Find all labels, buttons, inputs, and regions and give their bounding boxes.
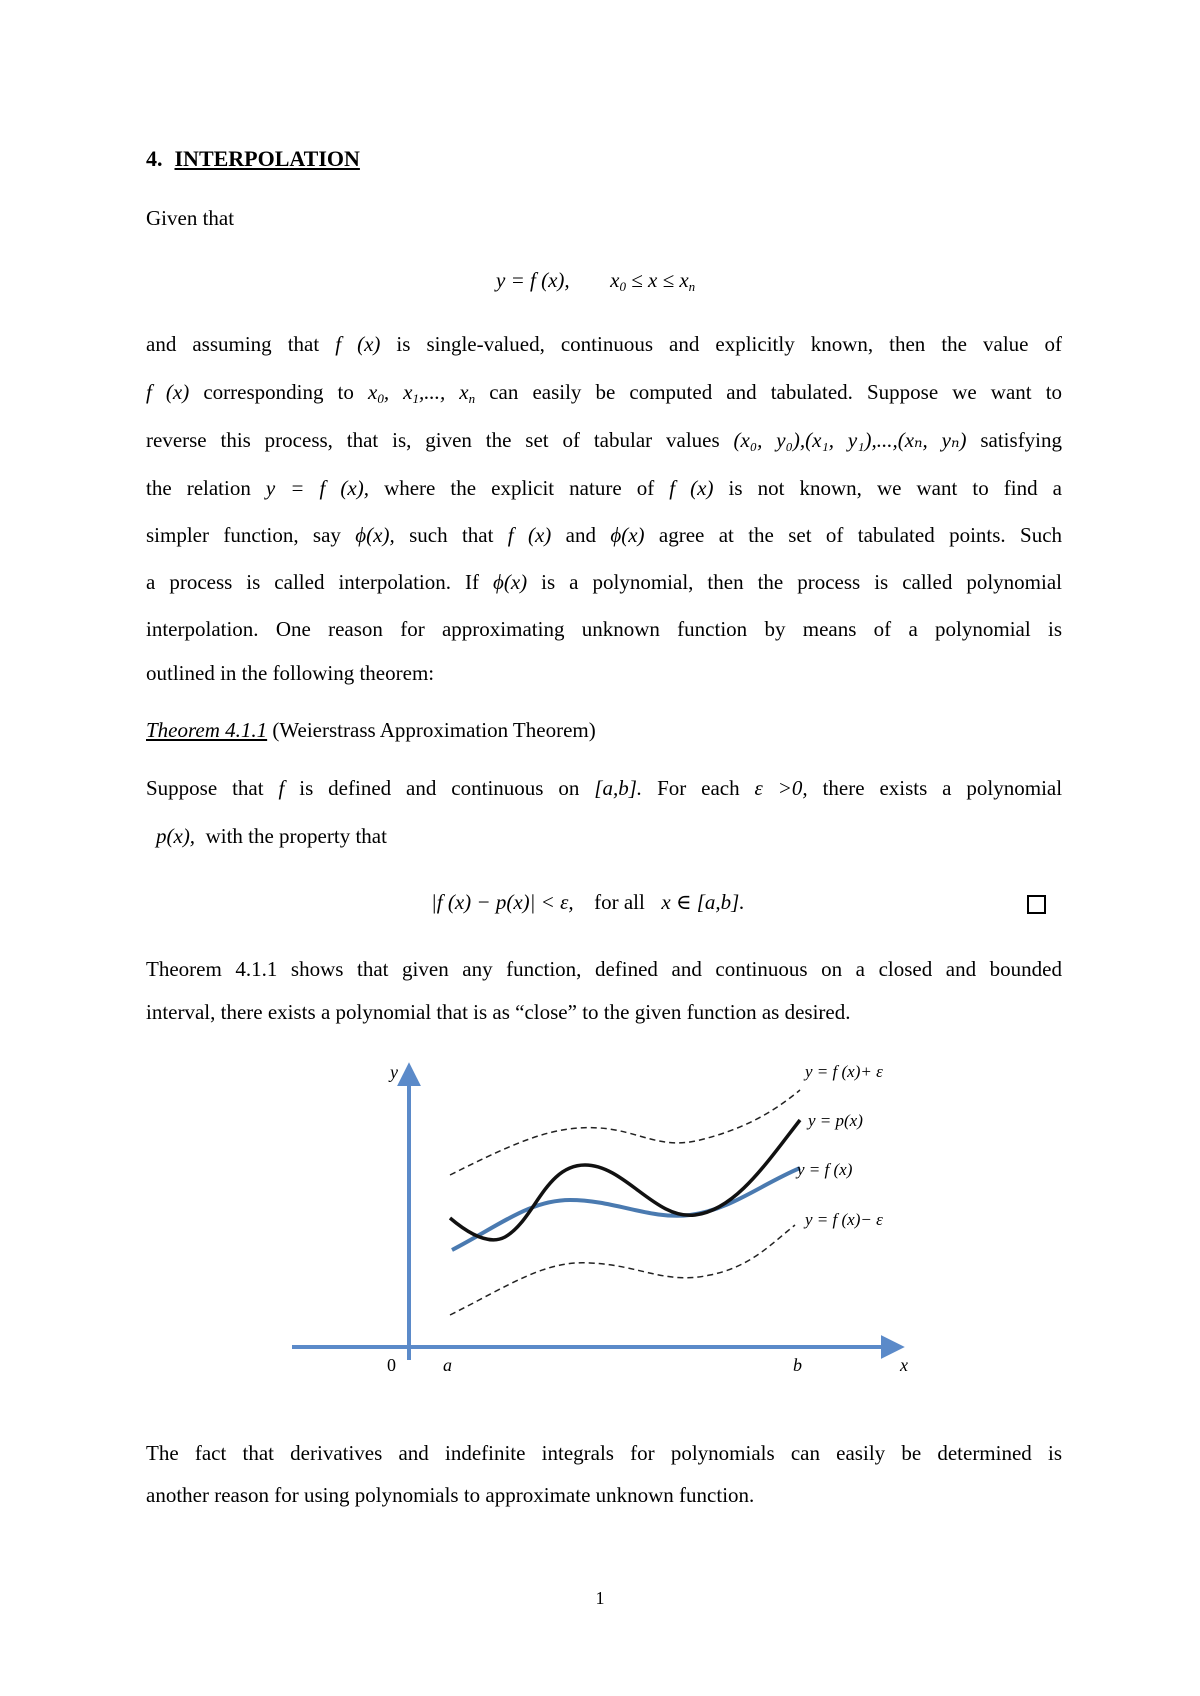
qed-square-icon	[1027, 895, 1046, 914]
text: is defined and continuous on	[299, 776, 580, 800]
page-number: 1	[595, 1588, 605, 1608]
text: agree at the set of tabulated points. Such	[658, 523, 1063, 547]
section-heading	[146, 146, 360, 172]
origin-label: 0	[387, 1355, 396, 1375]
para3-line1: The fact that derivatives and indefinite integrals for polynomials can easily be determined is	[146, 1441, 1062, 1465]
math-tabular-set: (x₀, y₀),(x₁, y₁),...,(xₙ, yₙ)	[733, 428, 967, 452]
math-fx: f (x)	[335, 332, 381, 356]
math-inequality: |f (x) − p(x)| < ε,	[431, 890, 574, 914]
text: there exists a polynomial	[822, 776, 1063, 800]
para1-line5	[146, 523, 1062, 548]
text: can easily be computed and tabulated. Suppose we want to	[489, 380, 1063, 404]
theorem-heading	[146, 718, 1062, 743]
math: x	[367, 380, 378, 404]
text: simpler function, say	[146, 523, 341, 547]
text: and assuming that	[146, 332, 320, 356]
eq1-sub0: 0	[619, 279, 626, 294]
sub: n	[468, 391, 476, 406]
text: with the property that	[205, 824, 387, 848]
text: a process is called interpolation. If	[146, 570, 479, 594]
upper-bound-curve	[450, 1090, 800, 1175]
section-title: INTERPOLATION	[174, 146, 360, 171]
text: reverse this process, that is, given the set of tabular values	[146, 428, 720, 452]
text: satisfying	[980, 428, 1063, 452]
text: Suppose that	[146, 776, 264, 800]
a-label: a	[443, 1355, 452, 1375]
text: for all	[594, 890, 645, 914]
math-f: f	[278, 776, 285, 800]
theorem-line2	[156, 824, 1072, 849]
math-epsilon: ε >0,	[754, 776, 808, 800]
text: the relation	[146, 476, 251, 500]
math-relation: y = f (x),	[265, 476, 369, 500]
para1-line6	[146, 570, 1062, 595]
label-upper: y = f (x)+ ε	[805, 1062, 883, 1081]
para2-line1: Theorem 4.1.1 shows that given any function, defined and continuous on a closed and bounded	[146, 957, 1062, 981]
math-px: p(x),	[156, 824, 196, 848]
math-phi: ϕ(x)	[610, 523, 645, 547]
para2-line2: interval, there exists a polynomial that is as “close” to the given function as desired.	[146, 1000, 851, 1024]
math-fx: f (x)	[507, 523, 552, 547]
text: and	[565, 523, 596, 547]
section-number: 4.	[146, 146, 163, 171]
theorem-name: (Weierstrass Approximation Theorem)	[272, 718, 596, 742]
b-label: b	[793, 1355, 802, 1375]
para3-line2: another reason for using polynomials to approximate unknown function.	[146, 1483, 755, 1507]
para1-line2	[146, 380, 1062, 407]
math-x-sequence	[368, 380, 475, 404]
label-f: y = f (x)	[797, 1160, 853, 1179]
sub: 1	[412, 391, 419, 406]
math-fx: f (x)	[146, 380, 190, 404]
eq1-range-b: ≤ x ≤ x	[625, 268, 689, 292]
math-phi: ϕ(x),	[355, 523, 395, 547]
label-lower: y = f (x)− ε	[805, 1210, 883, 1229]
intro-text: Given that	[146, 206, 235, 230]
math: ,..., x	[418, 380, 469, 404]
math-interval: [a,b].	[594, 776, 643, 800]
theorem-line1	[146, 776, 1062, 801]
equation-domain	[496, 268, 695, 295]
text: is single-valued, continuous and explicitly known, then the value of	[396, 332, 1062, 356]
theorem-equation	[431, 890, 745, 915]
theorem-label: Theorem 4.1.1	[146, 718, 268, 742]
math-phi: ϕ(x)	[492, 570, 528, 594]
y-axis-label: y	[390, 1062, 398, 1082]
text: For each	[657, 776, 740, 800]
math-fx: f (x)	[669, 476, 714, 500]
text: is not known, we want to find a	[728, 476, 1062, 500]
approximation-figure	[0, 1045, 1200, 1405]
text: such that	[409, 523, 494, 547]
para1-line8: outlined in the following theorem:	[146, 661, 435, 685]
sub: 0	[377, 391, 384, 406]
text: is a polynomial, then the process is called polynomial	[541, 570, 1062, 594]
para1-line3	[146, 428, 1062, 453]
para1-line7: interpolation. One reason for approximating unknown function by means of a polynomial is	[146, 617, 1062, 641]
label-p: y = p(x)	[808, 1111, 863, 1130]
eq1-lhs: y = f (x),	[496, 268, 570, 292]
math-membership: x ∈ [a,b].	[661, 890, 745, 914]
para1-line4	[146, 476, 1062, 501]
eq1-range-a: x	[610, 268, 620, 292]
para1-line1	[146, 332, 1062, 357]
text: corresponding to	[203, 380, 354, 404]
eq1-subn: n	[688, 279, 696, 294]
text: where the explicit nature of	[384, 476, 655, 500]
math: , x	[383, 380, 413, 404]
x-axis-label: x	[900, 1355, 908, 1375]
